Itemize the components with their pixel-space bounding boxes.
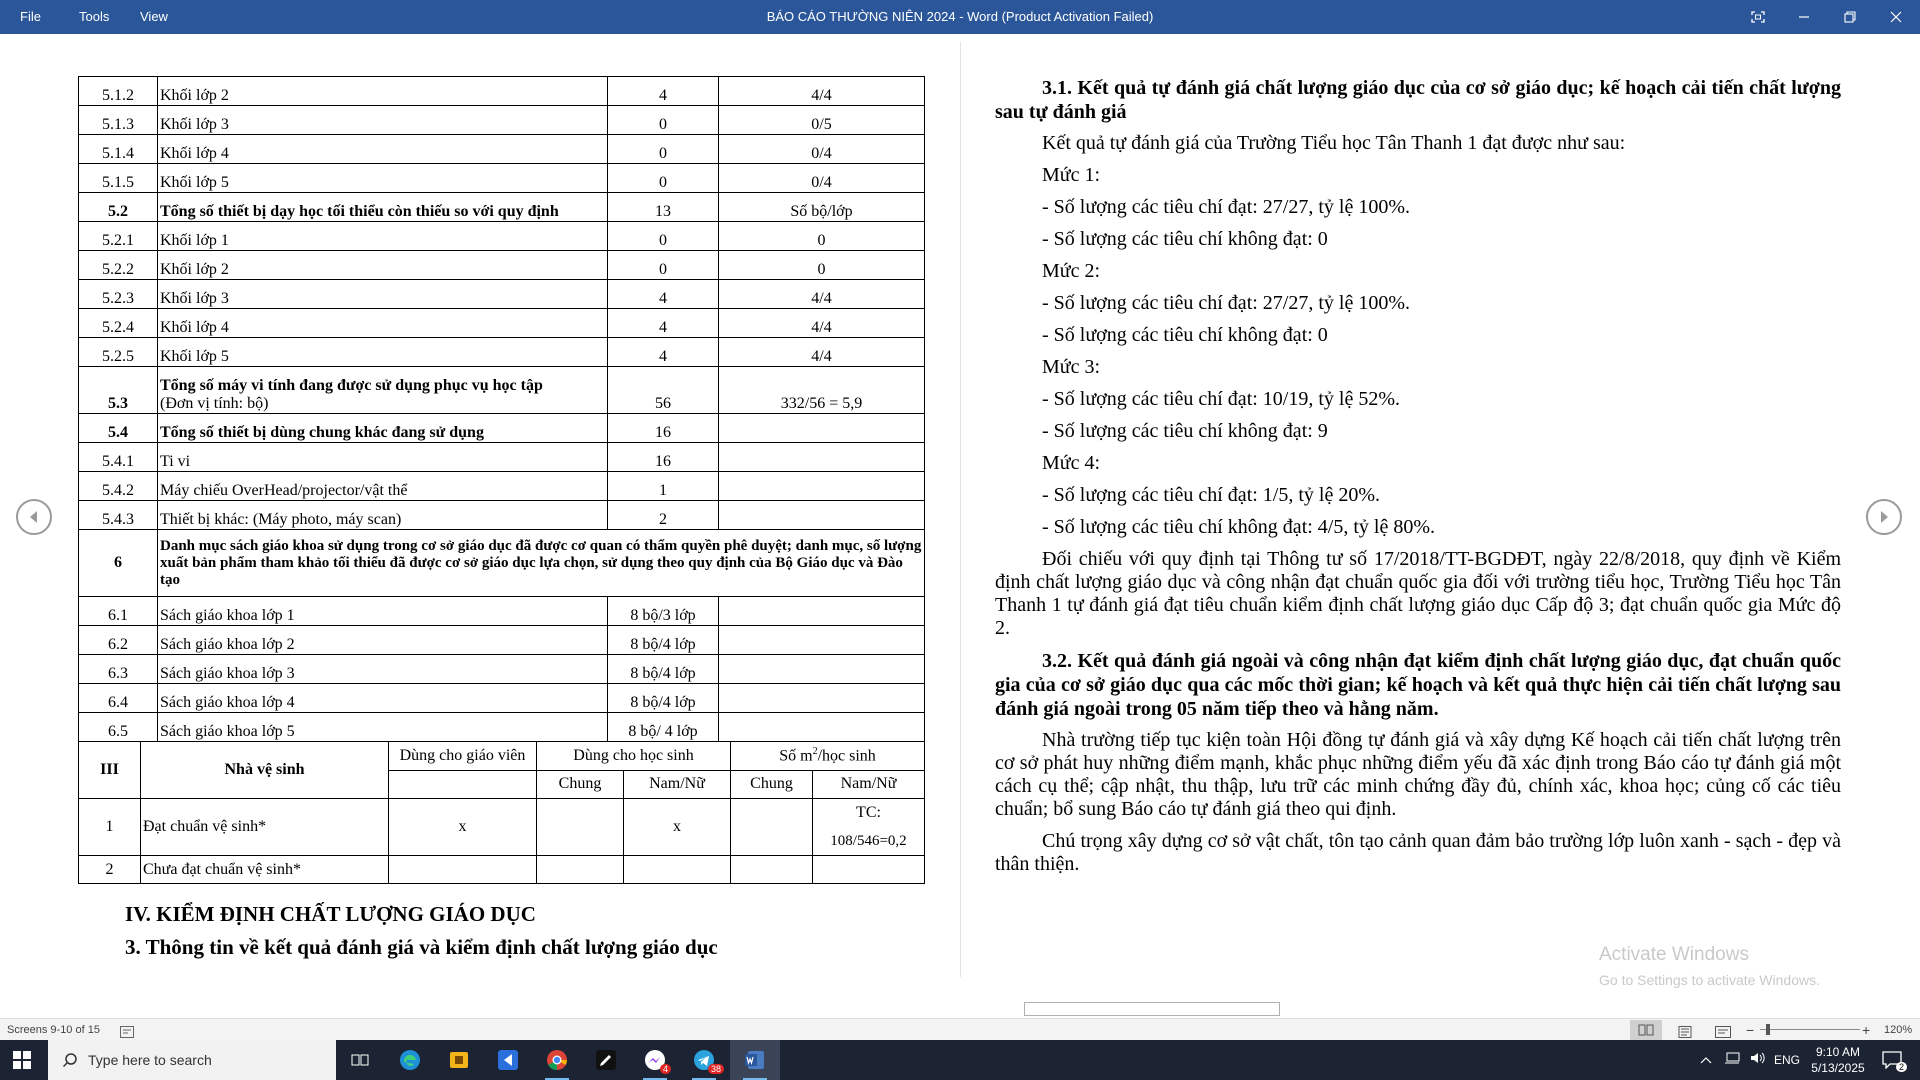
zoom-in-button[interactable]: + [1862, 1022, 1871, 1038]
row-desc: Tổng số thiết bị dùng chung khác đang sử dụng [158, 414, 608, 443]
intro-paragraph: Kết quả tự đánh giá của Trường Tiểu học Tân Thanh 1 đạt được như sau: [1042, 132, 1626, 154]
minimize-button[interactable] [1781, 0, 1827, 34]
row-ratio [719, 597, 925, 626]
title-bar [0, 0, 1920, 34]
row-id: 5.4.1 [79, 443, 158, 472]
row-teacher: x [389, 799, 537, 856]
telegram-badge: 38 [708, 1064, 724, 1074]
criteria-line: - Số lượng các tiêu chí đạt: 10/19, tỷ lệ 52%. [1042, 388, 1401, 410]
row-ratio: 4/4 [719, 77, 925, 106]
table-row [79, 799, 925, 856]
table-row [79, 164, 925, 193]
row-ratio: 0/4 [719, 164, 925, 193]
row-id: 6.5 [79, 713, 158, 742]
show-hidden-icons[interactable] [1700, 1040, 1712, 1080]
row-qty: 8 bộ/4 lớp [608, 655, 719, 684]
table-row [79, 309, 925, 338]
row-id: 5.2.3 [79, 280, 158, 309]
level-heading: Mức 4: [1042, 452, 1101, 474]
horizontal-scrollbar[interactable] [1024, 1002, 1280, 1016]
table-row [79, 530, 925, 597]
row-label: Đạt chuẩn vệ sinh* [141, 799, 389, 856]
level-heading: Mức 3: [1042, 356, 1101, 378]
row-desc: Khối lớp 3 [158, 280, 608, 309]
files-app[interactable] [439, 1044, 479, 1076]
sub-common: Chung [731, 770, 813, 799]
read-mode-icon [1638, 1024, 1654, 1036]
zoom-level[interactable]: 120% [1884, 1024, 1913, 1036]
table-header-row [79, 742, 925, 771]
search-icon [62, 1052, 78, 1068]
row-id: 6.2 [79, 626, 158, 655]
web-layout-button[interactable] [1715, 1024, 1731, 1036]
row-qty: 0 [608, 164, 719, 193]
section-heading-iv: IV. KIỂM ĐỊNH CHẤT LƯỢNG GIÁO DỤC [125, 902, 536, 926]
row-qty: 4 [608, 338, 719, 367]
restore-button[interactable] [1827, 0, 1873, 34]
telegram-app[interactable] [684, 1044, 724, 1076]
level-heading: Mức 2: [1042, 260, 1101, 282]
row-desc: Khối lớp 1 [158, 222, 608, 251]
messenger-app[interactable] [635, 1044, 675, 1076]
row-qty: 8 bộ/4 lớp [608, 626, 719, 655]
row-id: 5.4.3 [79, 501, 158, 530]
table-row [79, 655, 925, 684]
row-id: 6 [79, 530, 158, 597]
table-row [79, 626, 925, 655]
row-qty: 2 [608, 501, 719, 530]
web-layout-icon [1715, 1026, 1731, 1038]
section-number: III [79, 742, 141, 799]
next-page-button[interactable] [1866, 499, 1902, 535]
row-desc: Máy chiếu OverHead/projector/vật thể [158, 472, 608, 501]
row-desc: Thiết bị khác: (Máy photo, máy scan) [158, 501, 608, 530]
fullscreen-icon [1751, 11, 1765, 23]
sub-gender: Nam/Nữ [813, 770, 925, 799]
row-ratio [719, 684, 925, 713]
row-desc-bold: Tổng số máy vi tính đang được sử dụng phục vụ học tập [160, 377, 543, 394]
empty-cell [731, 856, 813, 884]
subsection-heading-3: 3. Thông tin về kết quả đánh giá và kiểm định chất lượng giáo dục [125, 935, 718, 959]
row-qty: 1 [608, 472, 719, 501]
table-row [79, 597, 925, 626]
table-row [79, 77, 925, 106]
row-qty: 4 [608, 280, 719, 309]
table-row [79, 280, 925, 309]
arrow-left-icon [28, 510, 40, 524]
row-qty: 0 [608, 106, 719, 135]
criteria-line: - Số lượng các tiêu chí không đạt: 0 [1042, 324, 1328, 346]
criteria-line: - Số lượng các tiêu chí đạt: 1/5, tỷ lệ 20%. [1042, 484, 1381, 506]
restore-icon [1844, 11, 1856, 23]
row-qty: 8 bộ/ 4 lớp [608, 713, 719, 742]
row-id: 6.3 [79, 655, 158, 684]
window-title: BÁO CÁO THƯỜNG NIÊN 2024 - Word (Product Activation Failed) [766, 9, 1154, 24]
row-label: Chưa đạt chuẩn vệ sinh* [141, 856, 389, 884]
heading-3-1: 3.1. Kết quả tự đánh giá chất lượng giáo dục của cơ sở giáo dục; kế hoạch cải tiến chất lượng sau tự đánh giá [995, 77, 1841, 123]
taskbar-search[interactable] [48, 1040, 336, 1080]
row-ratio: 4/4 [719, 338, 925, 367]
table-row [79, 684, 925, 713]
row-id: 5.2 [79, 193, 158, 222]
chrome-icon [545, 1048, 569, 1072]
left-page [78, 76, 924, 960]
row-area-line2: 108/546=0,2 [830, 833, 907, 849]
language-indicator[interactable]: ENG [1774, 1053, 1801, 1067]
empty-cell [624, 856, 731, 884]
table-row [79, 713, 925, 742]
minimize-icon [1798, 11, 1810, 23]
row-student-gender: x [624, 799, 731, 856]
row-desc: Sách giáo khoa lớp 3 [158, 655, 608, 684]
heading-3-2: 3.2. Kết quả đánh giá ngoài và công nhận đạt kiểm định chất lượng giáo dục, đạt chuẩn quốc gia của cơ sở giáo dục qua các mốc thời gian; kế hoạch và kết quả thực hiện cải tiến chất lượng sau đánh giá ngoài trong 05 năm tiếp theo và hằng năm. [995, 650, 1841, 720]
criteria-line: - Số lượng các tiêu chí không đạt: 9 [1042, 420, 1328, 442]
arrow-app-icon [496, 1048, 520, 1072]
close-icon [1890, 11, 1902, 23]
table-row [79, 135, 925, 164]
row-desc: Khối lớp 5 [158, 338, 608, 367]
row-ratio [719, 626, 925, 655]
row-ratio: 0 [719, 222, 925, 251]
row-ratio [719, 655, 925, 684]
row-desc: Danh mục sách giáo khoa sử dụng trong cơ sở giáo dục đã được cơ quan có thẩm quyền phê duyệt; danh mục, số lượng xuất bản phẩm tham khảo tối thiểu đã được cơ sở giáo dục lựa chọn, sử dụng theo quy định của Bộ Giáo dục và Đào tạo [158, 530, 925, 597]
empty-cell [537, 799, 624, 856]
table-row [79, 472, 925, 501]
row-desc: Sách giáo khoa lớp 1 [158, 597, 608, 626]
row-desc: Tổng số thiết bị dạy học tối thiểu còn thiếu so với quy định [158, 193, 608, 222]
col-area [731, 742, 925, 771]
activation-subtitle: Go to Settings to activate Windows. [1599, 972, 1820, 988]
row-id: 5.4 [79, 414, 158, 443]
row-id: 5.1.3 [79, 106, 158, 135]
zoom-slider-thumb[interactable] [1766, 1024, 1770, 1035]
row-desc [158, 367, 608, 414]
row-id: 2 [79, 856, 141, 884]
folder-app-icon [447, 1048, 471, 1072]
row-ratio [719, 472, 925, 501]
empty-cell [389, 770, 537, 799]
empty-cell [731, 799, 813, 856]
print-layout-button[interactable] [1677, 1024, 1693, 1036]
network-icon [1724, 1052, 1740, 1064]
activation-title: Activate Windows [1599, 944, 1749, 965]
table-row [79, 414, 925, 443]
col-student: Dùng cho học sinh [537, 742, 731, 771]
col-area-pre: Số m [779, 747, 813, 765]
search-placeholder: Type here to search [88, 1052, 212, 1068]
row-ratio: 0/5 [719, 106, 925, 135]
activation-watermark [1599, 944, 1820, 988]
row-ratio: 4/4 [719, 280, 925, 309]
row-area-line1: TC: [856, 804, 881, 821]
clock-time: 9:10 AM [1815, 1045, 1861, 1059]
row-id: 5.2.1 [79, 222, 158, 251]
previous-page-button[interactable] [16, 499, 52, 535]
facilities-table [78, 76, 925, 742]
empty-cell [537, 856, 624, 884]
col-teacher: Dùng cho giáo viên [389, 742, 537, 771]
compare-paragraph: Đối chiếu với quy định tại Thông tư số 17/2018/TT-BGDĐT, ngày 22/8/2018, quy định về Kiểm định chất lượng giáo dục và công nhận đạt chuẩn quốc gia đối với trường tiểu học, Trường Tiểu học Tân Thanh 1 tự đánh giá đạt tiêu chuẩn kiểm định chất lượng giáo dục Cấp độ 3; đạt chuẩn quốc gia Mức độ 2. [995, 548, 1841, 639]
pen-app-icon [594, 1048, 618, 1072]
criteria-line: - Số lượng các tiêu chí đạt: 27/27, tỷ lệ 100%. [1042, 292, 1411, 314]
row-qty: 4 [608, 309, 719, 338]
task-view-button[interactable] [340, 1044, 380, 1076]
col-area-sup: 2 [812, 746, 818, 758]
clock[interactable] [1808, 1044, 1868, 1076]
print-layout-icon [1677, 1026, 1693, 1038]
row-desc: Sách giáo khoa lớp 4 [158, 684, 608, 713]
messenger-badge: 4 [660, 1064, 671, 1074]
network-button[interactable] [1724, 1040, 1740, 1080]
row-qty: 8 bộ/4 lớp [608, 684, 719, 713]
row-desc: Khối lớp 2 [158, 77, 608, 106]
edge-app[interactable] [390, 1044, 430, 1076]
notification-badge: 2 [1896, 1062, 1907, 1072]
row-desc-note: (Đơn vị tính: bộ) [160, 395, 269, 412]
row-ratio: 0 [719, 251, 925, 280]
notifications-button[interactable] [1872, 1044, 1912, 1076]
criteria-line: - Số lượng các tiêu chí không đạt: 0 [1042, 228, 1328, 250]
table-row [79, 251, 925, 280]
table-row [79, 106, 925, 135]
row-qty: 16 [608, 414, 719, 443]
word-app[interactable] [730, 1040, 780, 1080]
windows-icon [13, 1051, 31, 1069]
chrome-app[interactable] [537, 1044, 577, 1076]
row-ratio: 0/4 [719, 135, 925, 164]
row-ratio [719, 443, 925, 472]
row-desc: Khối lớp 4 [158, 135, 608, 164]
word-icon [743, 1048, 767, 1072]
table-row [79, 338, 925, 367]
row-desc: Sách giáo khoa lớp 2 [158, 626, 608, 655]
start-button[interactable] [2, 1044, 42, 1076]
status-bar [0, 1018, 1920, 1041]
row-id: 5.1.5 [79, 164, 158, 193]
row-qty: 0 [608, 251, 719, 280]
row-desc: Khối lớp 2 [158, 251, 608, 280]
read-mode-button[interactable] [1630, 1020, 1662, 1040]
volume-icon [1750, 1052, 1766, 1064]
row-id: 6.1 [79, 597, 158, 626]
level-heading: Mức 1: [1042, 164, 1101, 186]
row-desc: Khối lớp 4 [158, 309, 608, 338]
table-row [79, 856, 925, 884]
pen-app[interactable] [586, 1044, 626, 1076]
sub-gender: Nam/Nữ [624, 770, 731, 799]
clock-date: 5/13/2025 [1811, 1061, 1865, 1075]
row-id: 5.4.2 [79, 472, 158, 501]
row-id: 5.1.2 [79, 77, 158, 106]
close-button[interactable] [1873, 0, 1919, 34]
zoom-slider[interactable] [1760, 1029, 1860, 1030]
arrow-right-icon [1878, 510, 1890, 524]
row-ratio: 332/56 = 5,9 [719, 367, 925, 414]
fullscreen-button[interactable] [1735, 0, 1781, 34]
row-id: 1 [79, 799, 141, 856]
row-desc: Ti vi [158, 443, 608, 472]
row-ratio: 4/4 [719, 309, 925, 338]
row-qty: 0 [608, 222, 719, 251]
menu-tools[interactable]: Tools [79, 9, 110, 24]
table-row [79, 193, 925, 222]
facility-paragraph: Chú trọng xây dựng cơ sở vật chất, tôn tạo cảnh quan đảm bảo trường lớp luôn xanh - sạch - đẹp và thân thiện. [995, 830, 1841, 875]
table-row [79, 501, 925, 530]
row-ratio: Số bộ/lớp [719, 193, 925, 222]
table-row [79, 222, 925, 251]
row-ratio [719, 713, 925, 742]
row-desc: Khối lớp 5 [158, 164, 608, 193]
table-row [79, 443, 925, 472]
empty-cell [389, 856, 537, 884]
menu-view[interactable]: View [140, 9, 168, 24]
chevron-up-icon [1700, 1056, 1712, 1064]
row-desc: Sách giáo khoa lớp 5 [158, 713, 608, 742]
criteria-line: - Số lượng các tiêu chí đạt: 27/27, tỷ lệ 100%. [1042, 196, 1411, 218]
menu-file[interactable]: File [20, 9, 41, 24]
edge-icon [398, 1048, 422, 1072]
row-area [813, 799, 925, 856]
row-ratio [719, 414, 925, 443]
proofing-icon[interactable] [120, 1024, 134, 1036]
row-qty: 56 [608, 367, 719, 414]
page-divider [960, 42, 961, 977]
row-id: 5.2.4 [79, 309, 158, 338]
row-id: 5.2.2 [79, 251, 158, 280]
zoom-out-button[interactable]: − [1746, 1022, 1755, 1038]
row-qty: 0 [608, 135, 719, 164]
row-id: 5.1.4 [79, 135, 158, 164]
empty-cell [813, 856, 925, 884]
volume-button[interactable] [1750, 1040, 1766, 1080]
row-id: 6.4 [79, 684, 158, 713]
criteria-line: - Số lượng các tiêu chí không đạt: 4/5, tỷ lệ 80%. [1042, 516, 1436, 538]
row-qty: 13 [608, 193, 719, 222]
pin-app[interactable] [488, 1044, 528, 1076]
plan-paragraph: Nhà trường tiếp tục kiện toàn Hội đồng tự đánh giá và xây dựng Kế hoạch cải tiến chất lượng trên cơ sở phát huy những điểm mạnh, khắc phục những điểm yếu đã xác định trong Báo cáo tự đánh giá một cách cụ thể; cập nhật, thu thập, lưu trữ các minh chứng đầy đủ, chính xác, khoa học; củng cố các tiêu chuẩn; bổ sung Báo cáo tự đánh giá theo qui định. [995, 729, 1841, 820]
row-qty: 16 [608, 443, 719, 472]
page-count[interactable]: Screens 9-10 of 15 [7, 1024, 100, 1036]
col-area-post: /học sinh [817, 747, 876, 765]
row-id: 5.2.5 [79, 338, 158, 367]
task-view-icon [351, 1052, 369, 1068]
row-ratio [719, 501, 925, 530]
section-title: Nhà vệ sinh [141, 742, 389, 799]
toilet-table [78, 741, 925, 884]
row-qty: 4 [608, 77, 719, 106]
row-desc: Khối lớp 3 [158, 106, 608, 135]
row-qty: 8 bộ/3 lớp [608, 597, 719, 626]
right-page [995, 76, 1841, 885]
table-row [79, 367, 925, 414]
sub-common: Chung [537, 770, 624, 799]
taskbar [0, 1040, 1920, 1080]
row-id: 5.3 [79, 367, 158, 414]
result-lines [995, 164, 1841, 539]
